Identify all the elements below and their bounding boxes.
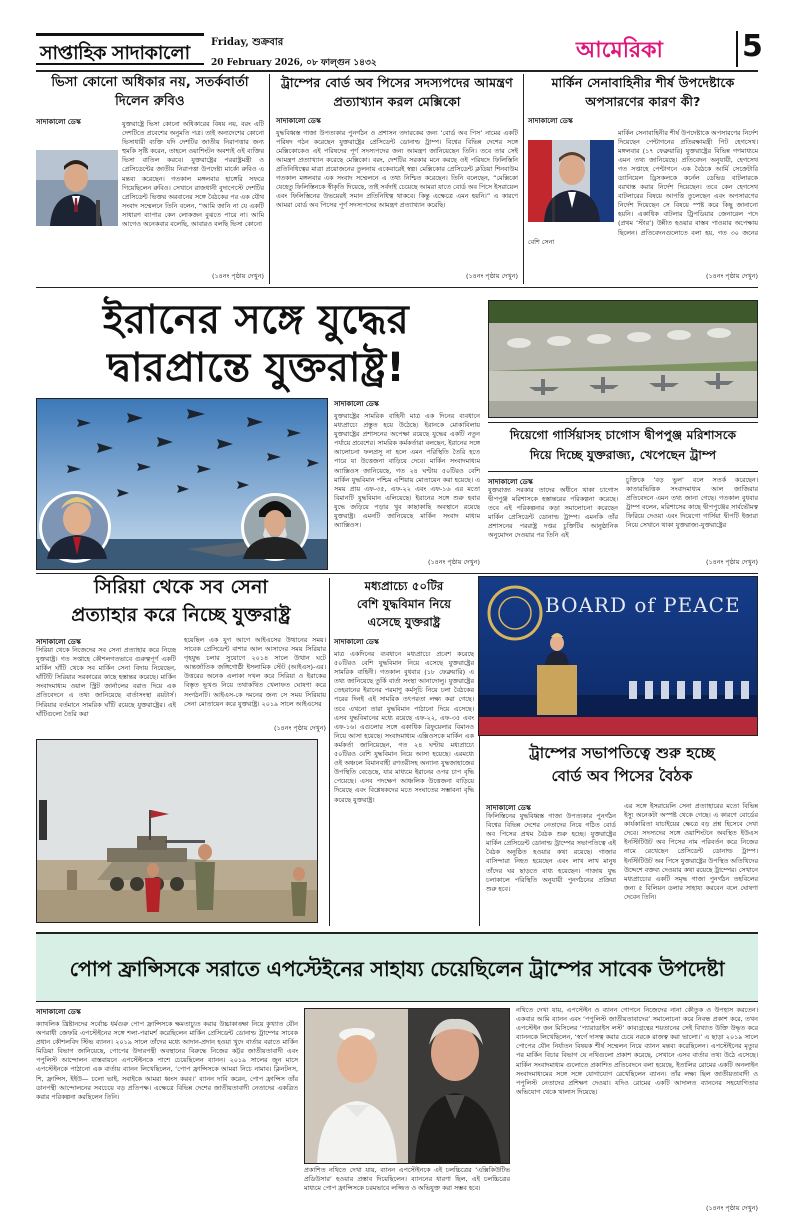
mexico-headline: ট্রাম্পের বোর্ড অব পিসের সদস্যপদের আমন্ত্রণ প্রত্যাখ্যান করল মেক্সিকো: [281, 75, 513, 109]
hegseth-continued: (১৪নং পৃষ্ঠায় দেখুন): [706, 272, 758, 280]
hegseth-photo-art: [528, 140, 614, 222]
pope-body-left: ক্যাথলিক খ্রিষ্টানদের সর্বোচ্চ ধর্মগুরু পোপ ফ্রান্সিসকে ক্ষমতাচ্যুত করার উচ্চাকাঙ্ক্ষা নিয়ে কুখ্যাত যৌন অপরাধী জেফরি এপস্টেইনের সঙ্গে শলা-পরামর্শ করেছিলেন মার্কিন প্রেসিডেন্ট ডোনাল্ড ট্রাম্পের সাবেক প্রধান কৌশলবিদ স্টিভ ব্যানন। ২০১৯ সালে তাঁদের মধ্যে আদান-প্রদান হওয়া খুদে বার্তার বরাতে মার্কিন মিডিয়া বিভাগ জানিয়েছে, পোপের উদারপন্থী অবস্থানের বিরুদ্ধে নিজের কট্টর জাতীয়তাবাদী এবং পপুলিস্ট আন্দোলন বাস্তবায়নে এপস্টেইনকে পাশে চেয়েছিলেন ব্যানন। ২০১৯ সালের জুন মাসে এপস্টেইনকে পাঠানো এক বার্তায় ব্যানন লিখেছিলেন, ‘পোপ ফ্রান্সিসকে আমরা নিচে নামাব। ক্লিনটনস, শি, ফ্রান্সিস, ইইউ— চলো ভাই, সবাইকে আমরা ধ্বংস করব।’ ব্যানন দাবি করেন, পোপ ফ্রান্সিস তাঁর ডানপন্থী আন্দোলনের সবচেয়ে বড় প্রতিপক্ষ। এক্ষেত্রে বিভিন্ন দেশের জাতীয়তাবাদী নেতাদের একত্রিত করার পরিকল্পনা করছিলেন তিনি।: [36, 1020, 298, 1101]
jets-headline-line1: মধ্যপ্রাচ্যে ৫০টির: [364, 579, 444, 593]
pope-story-left: [36, 1006, 298, 1214]
syria-headline-line2: প্রত্যাহার করে নিচ্ছে যুক্তরাষ্ট্র: [71, 603, 291, 626]
syria-body-left: সিরিয়া থেকে নিজেদের সব সেনা প্রত্যাহার করে নিচ্ছে যুক্তরাষ্ট্র। গত সপ্তাহে কৌশলগতভাবে গুরুত্বপূর্ণ একটি মার্কিন ঘাঁটি থেকে সব মার্কিন সেনা বিদায় নিয়েছেন, ঘাঁটিটি সিরিয়ার সরকারের কাছে হস্তান্তর করেছে। মার্কিন সংবাদমাধ্যম ওয়াল স্ট্রিট জার্নালের বরাত দিয়ে এক প্রতিবেদনে এ তথ্য জানিয়েছে বার্তাসংস্থা রয়টার্স। সিরিয়ার বর্তমানে সামরিক ঘাঁটি রয়েছে যুক্তরাষ্ট্রের। এই ঘাঁটিগুলো তৈরি করা: [36, 646, 176, 718]
pope-photo-art: [305, 1009, 510, 1164]
masthead-date-block: [211, 35, 391, 70]
rubio-body: যুক্তরাষ্ট্রে ভিসা কোনো অধিকারের বিষয় নয়, বরং এটি দেশটিতে প্রবেশের অনুমতি পত্র। তাই অন্যদেশের কোনো ভিসাধারী ব্যক্তি যদি দেশটির জাতীয় নিরাপত্তার জন্য হুমকি সৃষ্টি করেন, তাহলে ওয়াশিংটন অবশ্যই ওই ব্যক্তির ভিসা বাতিল করবে। যুক্তরাষ্ট্রের পররাষ্ট্রমন্ত্রী ও প্রেসিডেন্টের জাতীয় নিরাপত্তা উপদেষ্টা মার্কো রুবিও এ মন্তব্য করেছেন। গতকাল মঙ্গলবার হাঙ্গেরি সফরে গিয়েছিলেন রুবিও। সেখানে রাজধানী বুদাপেস্টে দেশটির প্রেসিডেন্ট ভিক্তর অরবানের সঙ্গে বৈঠকের পর এক যৌথ সংবাদ সম্মেলনে তিনি বলেন, “আমি জানি না যে একটি সাধারণ ব্যাপার কেন লোকজন বুঝতে পারে না। আমি আগেও অনেকবার বলেছি, আবারও বলছি ভিসা কোনো: [36, 120, 264, 270]
col-rule-3: [329, 578, 330, 926]
peace-headline-line2: বোর্ড অব পিসের বৈঠক: [551, 767, 693, 786]
mexico-body: যুদ্ধবিধ্বস্ত গাজা উপত্যকার পুনর্গঠন ও প্রশাসন তদারকের জন্য ‘বোর্ড অব পিস’ নামের একটি পরিষদ গঠন করেছেন যুক্তরাষ্ট্রের প্রেসিডেন্ট ডোনাল্ড ট্রাম্প। বিশ্বের বিভিন্ন দেশের সঙ্গে মেক্সিকোকেও এই পরিষদের পূর্ণ সদস্যপদের জন্য আমন্ত্রণ জানিয়েছেন তিনি। তবে তার সেই আমন্ত্রণ প্রত্যাখ্যান করেছে মেক্সিকো। বরং, দেশটির সরকার মনে করছে ওই পরিষদে ফিলিস্তিনি প্রতিনিধিত্বের মাত্রা প্রয়োজনের তুলনায় একেবারেই স্বল্প। মেক্সিকোর প্রেসিডেন্ট ক্লডিয়া শিনবাউম গতকাল মঙ্গলবার এক সংবাদ সম্মেলনে এ তথ্য নিশ্চিত করেছেন। তিনি বলেছেন, “মেক্সিকো যেহেতু ফিলিস্তিনকে স্বীকৃতি দিয়েছে, তাই সর্বদাই চেয়েছে আমরা যাতে বোর্ড অব পিসে ইসরায়েল এবং ফিলিস্তিনের উভয়েরই সমান প্রতিনিধিত্ব থাকবে। কিন্তু এক্ষেত্রে এমন হয়নি।” এ কারণে আমরা বোর্ড অব পিসের পূর্ণ সদস্যপদের আমন্ত্রণ প্রত্যাখ্যান করেছি।: [276, 128, 518, 210]
syria-byline: সাদাকালো ডেস্ক: [36, 638, 81, 646]
section-divider: [736, 31, 738, 67]
logo-text: সাপ্তাহিক সাদাকালো: [40, 42, 190, 64]
syria-photo: [36, 739, 318, 923]
syria-story: [36, 636, 326, 734]
peace-body-left: ফিলিস্তিনের যুদ্ধবিধ্বস্ত গাজা উপত্যকার পুনর্গঠন বিশ্বের বিভিন্ন দেশের নেতাদের নিয়ে গঠিত বোর্ড অব পিসের প্রথম বৈঠক শুরু হচ্ছে। যুক্তরাষ্ট্রের মার্কিন প্রেসিডেন্ট ডোনাল্ড ট্রাম্পের সভাপতিত্বে এই বৈঠক অনুষ্ঠিত হওয়ার কথা রয়েছে। গাজার বাসিন্দারা নিহত হয়েছেন এবং লাখ লাখ মানুষ তাঁদের ঘর ছাড়তে বাধ্য হয়েছেন। গাজায় যুদ্ধ চলাকালে পরিস্থিতি অনুযায়ী পুনর্গঠনের প্রক্রিয়া শুরু হবে।: [486, 812, 616, 893]
syria-body-right: হয়েছিল এক যুগ আগে আইএসের উত্থানের সময়। সাবেক প্রেসিডেন্ট বাশার আল আসাদের সময় সিরিয়ার গৃহযুদ্ধ চলার সুযোগে ২০১৪ সালে উত্থান ঘটে আন্তর্জাতিক জঙ্গিগোষ্ঠী ইসলামিক স্টেট (আইএস)-এর। উত্তরের অনেক এলাকা দখল করে সিরিয়া ও ইরাকের বিস্তৃত ভূখণ্ড নিয়ে তথাকথিত খেলাফত ঘোষণা করে সংগঠনটি। আইএস-কে দমনের জন্য সে সময় সিরিয়ায় সেনা মোতায়েন করে যুক্তরাষ্ট্র। ২০১৯ সালে আইএসের: [184, 636, 326, 708]
peace-byline: সাদাকালো ডেস্ক: [486, 804, 531, 812]
jets-headline-line3: এসেছে যুক্তরাষ্ট্র: [367, 614, 441, 629]
pope-byline: সাদাকালো ডেস্ক: [36, 1008, 81, 1016]
syria-headline-line1: সিরিয়া থেকে সব সেনা: [94, 576, 268, 598]
masthead-logo: [36, 33, 204, 65]
syria-continued: (১৪নং পৃষ্ঠায় দেখুন): [274, 724, 326, 732]
pope-banner: [36, 932, 758, 1002]
rubio-byline: সাদাকালো ডেস্ক: [36, 117, 81, 126]
diego-headline-line2: দিয়ে দিচ্ছে যুক্তরাজ্য, খেপেছেন ট্রাম্প: [529, 448, 717, 463]
diego-byline: সাদাকালো ডেস্ক: [488, 478, 533, 486]
diego-photo-art: [489, 301, 758, 418]
story-hegseth: [528, 74, 758, 282]
hegseth-byline: সাদাকালো ডেস্ক: [528, 116, 573, 125]
pope-headline: পোপ ফ্রান্সিসকে সরাতে এপস্টেইনের সাহায্য চেয়েছিলেন ট্রাম্পের সাবেক উপদেষ্টা: [69, 957, 725, 981]
col-rule-2: [523, 74, 524, 284]
peace-stage-text: BOARD of PEACE: [545, 593, 741, 617]
lead-photo: [36, 398, 328, 570]
peace-body-right: এর সঙ্গে ইসরায়েলি সেনা প্রত্যাহারের মতো বিভিন্ন ইস্যু অনেকটা অস্পষ্ট থেকে গেছে। এ কারণে বোর্ডের কার্যকারিতা যাচাইয়ের ক্ষেত্রে বড় প্রশ্ন হিসেবে দেখা দেবে। সদস্যদের সঙ্গে ওয়াশিংটনে অবস্থিত ইউএস ইনস্টিটিউট অব পিসের নাম পরিবর্তন করে নিজের নামে রেখেছেন প্রেসিডেন্ট ডোনাল্ড ট্রাম্প। ইনস্টিটিউট অব পিসে যুক্তরাষ্ট্রের উপস্থিত অতিথিদের উদ্দেশে বক্তব্য দেওয়ার কথা রয়েছে ট্রাম্পের। সেখানে মধ্যপ্রাচ্যের একটি সমৃদ্ধ গাজা পুনর্গঠন তহবিলের জন্য ৫ বিলিয়ন ডলার সাহায্য করবেন বলে ঘোষণা দেবেন তিনি।: [624, 802, 758, 901]
jets-byline: সাদাকালো ডেস্ক: [334, 638, 379, 646]
rubio-continued: (১৪নং পৃষ্ঠায় দেখুন): [212, 272, 264, 280]
diego-headline: [488, 422, 758, 472]
lead-headline-line1: ইরানের সঙ্গে যুদ্ধের: [103, 297, 409, 343]
lead-continued: (১৪নং পৃষ্ঠায় দেখুন): [428, 558, 480, 566]
peace-photo: [478, 576, 758, 736]
hegseth-headline: মার্কিন সেনাবাহিনীর শীর্ষ উপদেষ্টাকে অপসারণের কারণ কী?: [551, 75, 735, 109]
jets-body: মাত্র একদিনের ব্যবধানে মধ্যপ্রাচ্যে প্রবেশ করেছে ৫০টিরও বেশি যুদ্ধবিমান নিয়ে এসেছে যুক্তরাষ্ট্রের সামরিক বাহিনী। গতকাল বুধবার (১৮ ফেব্রুয়ারি) এ তথ্য জানিয়েছে তুর্কি বার্তা সংস্থা আনাদোলু। যুক্তরাষ্ট্রের তেহরানের ইরানের পরমাণু কর্মসূচি নিয়ে চলা বৈঠকের পরের দিনই এই সামরিক তৎপরতা লক্ষ্য করা গেছে। তবে এখনো তারা যুদ্ধবিমান পাঠানো দিয়ে এসেছে। এসব যুদ্ধবিমানের মধ্যে রয়েছে এফ-২২, এফ-৩৫ এবং এফ-১৬। এগুলোর সঙ্গে একাধিক রিফুয়েলার বিমানও নিয়ে আসা হয়েছে। সংবাদমাধ্যম এক্সিওসকে মার্কিন এক কর্মকর্তা জানিয়েছেন, গত ২৪ ঘণ্টায় মধ্যপ্রাচ্যে ৫০টিরও বেশি যুদ্ধবিমান নিয়ে আসা হয়েছে। এরমধ্যে ওই অঞ্চলে বিমানবাহী রণতরীসহ অন্যান্য যুদ্ধজাহাজের উপস্থিতি বেড়েছে, যার মাধ্যমে ইরানের ওপর চাপ বৃদ্ধি পেয়েছে। এসব পদক্ষেপ আঞ্চলিক উত্তেজনা বাড়িয়ে দিয়েছে এবং বিশ্লেষকদের মতে সংঘাতের সম্ভাবনা বৃদ্ধি করেছে যুক্তরাষ্ট্র।: [334, 650, 474, 804]
col-rule-1: [269, 74, 270, 284]
lead-photo-art: [37, 399, 328, 570]
diego-continued: (১৪নং পৃষ্ঠায় দেখুন): [706, 558, 758, 566]
masthead: [36, 29, 763, 69]
diego-body-right: চুক্তিকে ‘বড় ভুল’ বলে সতর্ক করেছেন। কাতারভিত্তিক সংবাদমাধ্যম আল জাজিরার প্রতিবেদনে এমন তথ্য জানা গেছে। গতকাল বুধবার ট্রাম্প বলেন, মরিশাসের কাছে দ্বীপপুঞ্জের সার্বভৌমত্ব ফিরিয়ে দেওয়া এবং দিয়েগো গার্সিয়া দ্বীপটি ইজারা নিয়ে সেখানে থাকা যুক্তরাজ্য-যুক্তরাষ্ট্রের: [626, 476, 758, 530]
mexico-continued: (১৪নং পৃষ্ঠায় দেখুন): [466, 272, 518, 280]
jets-headline-line2: বেশি যুদ্ধবিমান নিয়ে: [356, 596, 452, 611]
pope-caption: প্রকাশিত নথিতে দেখা যায়, ব্যানন এপস্টেইনকে এই চলচ্চিত্রের ‘এক্সিকিউটিভ প্রডিউসার’ হওয়ার প্রস্তাব দিয়েছিলেন। ব্যাননের ধারণা ছিল, এই চলচ্চিত্রের মাধ্যমে পোপ ফ্রান্সিসকে চরমভাবে লজ্জিত ও অভিযুক্ত করা সম্ভব হবে।: [304, 1166, 510, 1193]
diego-story: [488, 476, 758, 568]
diego-headline-line1: দিয়েগো গার্সিয়াসহ চাগোস দ্বীপপুঞ্জ মরিশাসকে: [509, 428, 737, 442]
mexico-byline: সাদাকালো ডেস্ক: [276, 116, 321, 125]
section-name: আমেরিকা: [576, 38, 663, 63]
peace-headline: [486, 742, 758, 798]
lead-headline-line2: দ্বারপ্রান্তে যুক্তরাষ্ট্র!: [107, 345, 405, 391]
pope-continued: (১৪নং পৃষ্ঠায় দেখুন): [706, 1204, 758, 1212]
syria-photo-art: [37, 740, 318, 923]
story-rubio: [36, 74, 264, 282]
rubio-headline: ভিসা কোনো অধিকার নয়, সতর্কবার্তা দিলেন রুবিও: [51, 75, 249, 109]
masthead-date: 20 February 2026, ০৮ ফাল্গুন ১৪৩২: [211, 58, 377, 68]
lead-headline: [36, 296, 476, 396]
top-rule-bottom: [36, 287, 758, 288]
masthead-rule: [36, 70, 758, 72]
hegseth-body: মার্কিন সেনাবাহিনীর শীর্ষ উপদেষ্টাকে অপসারণের নির্দেশ দিয়েছেন পেন্টাগনের প্রতিরক্ষামন্ত্রী পিট হেগসেথ। মঙ্গলবার (১৭ ফেব্রুয়ারি) যুক্তরাষ্ট্রের বিভিন্ন গণমাধ্যমে এমন তথ্য জানিয়েছে। প্রতিবেদন অনুযায়ী, হেগসেথ গত সপ্তাহে পেন্টাগনে এক বৈঠকে আর্মি সেক্রেটারি ড্যানিয়েল ড্রিসকলকে কর্নেল ডেভিড বাটলারকে বরখাস্ত করার নির্দেশ দিয়েছেন। তবে কেন হেগসেথ বাটলারের বিষয়ে আপত্তি তুলেছেন এবং অপসারণের নির্দেশ দিয়েছেন সে বিষয়ে স্পষ্ট করে কিছু জানানো হয়নি। একাধিক বাটলার ট্রিপডিয়ার জেনারেল পদে (প্রথম ‘স্টার’) উন্নীত হওয়ার বাস্তব পাওয়ার অপেক্ষায় ছিলেন। প্রতিবেদনগুলোতে বলা হয়, গত ৩০ জনের বেশি সেনা: [528, 128, 758, 246]
pope-body-right: নথিতে দেখা যায়, এপস্টেইন ও ব্যানন গোপনে নিজেদের নানা কৌতুক ও উপহাস করতেন। একবার আমি ব্যানন এবং ‘পপুলিস্ট জাতীয়তাবাদের’ সমালোচনা করে নিবন্ধ প্রকাশ করে, তখন এপস্টেইন জন মিসিলের ‘প্যারাডাইস লস্ট’ কাব্যগ্রন্থের শয়তানের সেই বিখ্যাত উক্তি উদ্ধৃত করে ব্যাননকে লিখেছিলেন, ‘স্বর্গে দাসত্ব করার চেয়ে নরকে রাজত্ব করা ভালো।’ এ ছাড়া ২০১৯ সালে পোপের যৌন নির্যাতন বিষয়ক শীর্ষ সম্মেলন নিয়ে ব্যানন মন্তব্য করেছিলেন। এপস্টেইনের মৃত্যুর পর মার্কিন বিচার বিভাগ যে নথিগুলো প্রকাশ করেছে, সেখানে এসব বার্তার তথ্য উঠে এসেছে। মার্কিন সংবাদমাধ্যম গুলোতে প্রকাশিত প্রতিবেদনে বলা হয়েছে, ইতালির রোমের একটি অনলাইন সংবাদমাধ্যমের সঙ্গে সঙ্গে যোগাযোগ রেখেছিলেন ব্যানন। তাঁর লক্ষ্য ছিল জাতীয়তাবাদী ও পপুলিস্ট নেতাদের প্রশিক্ষণ দেওয়া। যদিও রোমের একটি আদালত ব্যাননের সহযোগিতার অভিযোগ থেকে খালাস দিয়েছে।: [516, 1006, 758, 1096]
jets-story: [334, 636, 474, 926]
page-number: 5: [742, 29, 763, 64]
pope-story-right: [516, 1006, 758, 1214]
peace-headline-line1: ট্রাম্পের সভাপতিত্বে শুরু হচ্ছে: [529, 744, 715, 762]
diego-body-left: যুক্তরাজ্য সরকার তাদের অধীনে থাকা চাগোস দ্বীপপুঞ্জ মরিশাসকে হস্তান্তরের পরিকল্পনা করেছে। তবে এই পরিকল্পনার কড়া সমালোচনা করেছেন মার্কিন প্রেসিডেন্ট ডোনাল্ড ট্রাম্প। এমনকি তাঁর প্রশাসনের পররাষ্ট্র দপ্তর চুক্তিটির আনুষ্ঠানিক অনুমোদন দেওয়ার পর তিনি এই: [488, 486, 618, 540]
lead-body: যুক্তরাষ্ট্রের সামরিক বাহিনী মাত্র এক দিনের ব্যবধানে মধ্যপ্রাচ্যে প্রস্তুত হয়ে উঠেছে। ইরানকে মোকাবিলায় যুক্তরাষ্ট্রের প্রশাসনের অপেক্ষা রয়েছে যুদ্ধের একটি নতুন পর্যায়ে প্রবেশের। সামরিক কর্মকর্তারা বলছেন, ইরানের সঙ্গে আলোচনা ফলপ্রসূ না হলে এমন পরিস্থিতি তৈরি হতে পারে যা উত্তেজনা বাড়িয়ে দেবে। মার্কিন সংবাদমাধ্যম অ্যাক্সিওস জানিয়েছে, গত ২৪ ঘণ্টায় ৫০টিরও বেশি মার্কিন যুদ্ধবিমান পশ্চিম এশিয়ায় মোতায়েন করা হয়েছে। এ সময় প্রায় এফ-৩৫, এফ-২২ এবং এফ-১৬ এর মতো বিমানটি যুদ্ধবিমান এলিয়েছে। ইরানের সঙ্গে শুরু হবার যুদ্ধে জড়িয়ে পড়ার খুব কাছাকাছি অবস্থানে রয়েছে যুক্তরাষ্ট্র। এমনটি জানিয়েছে মার্কিন সংবাদ মাধ্যম অ্যাক্সিওস।: [334, 412, 480, 530]
photo-wrap-spacer: [36, 146, 122, 222]
story-mexico: [276, 74, 518, 282]
lead-byline: সাদাকালো ডেস্ক: [334, 400, 379, 408]
lead-story: [334, 398, 480, 568]
jets-headline: [334, 578, 474, 636]
diego-photo: [488, 300, 758, 418]
hegseth-photo: [528, 140, 614, 222]
pope-photo: [304, 1008, 510, 1164]
masthead-day: Friday, শুক্রবার: [211, 37, 284, 48]
pope-caption-box: [304, 1166, 510, 1214]
peace-story: [486, 802, 758, 926]
syria-headline: [36, 574, 326, 632]
